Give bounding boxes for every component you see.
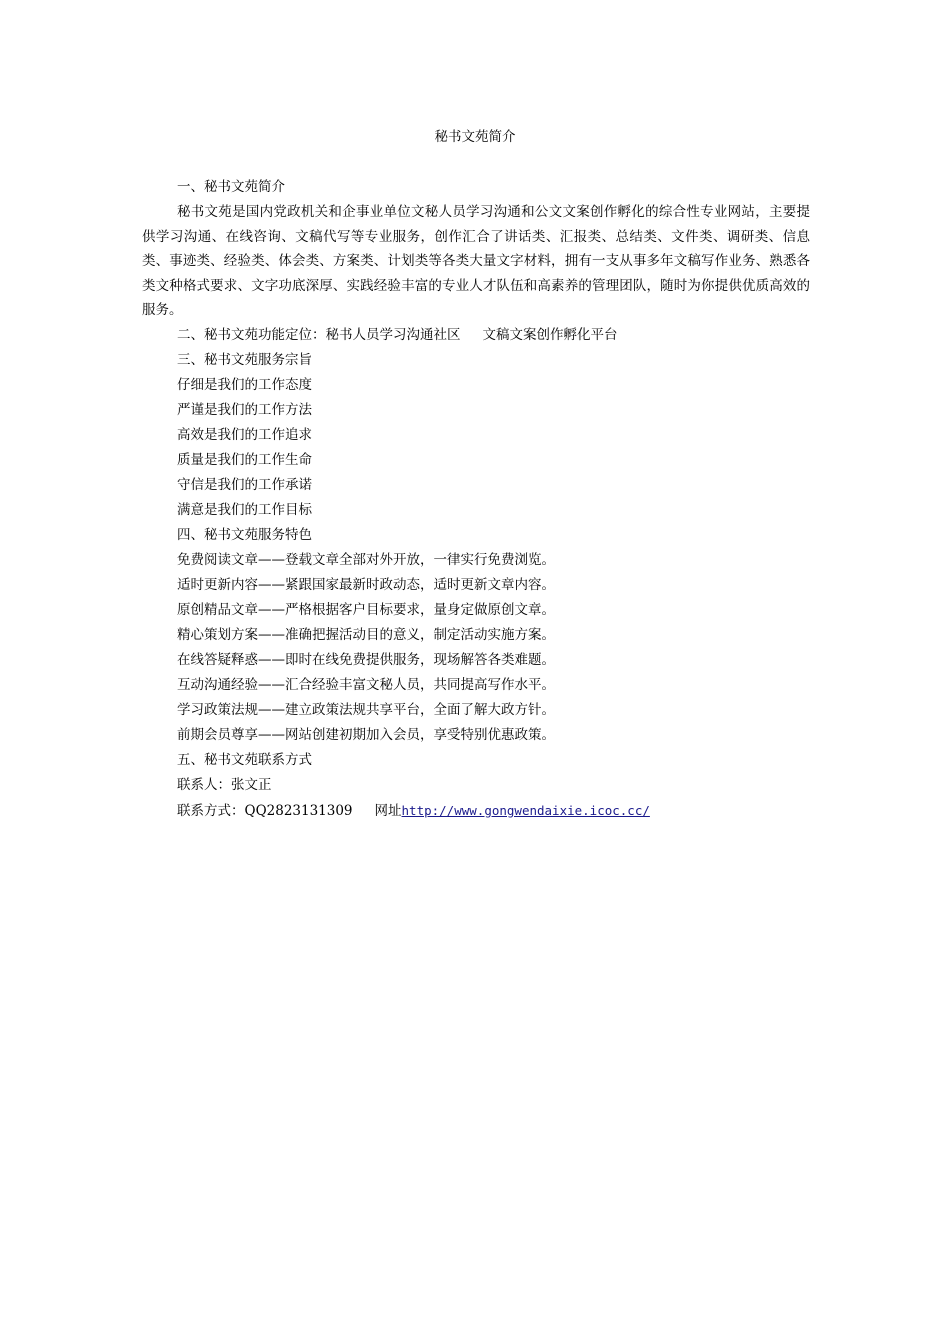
- section1-heading: 一、秘书文苑简介: [177, 179, 285, 195]
- section4-item: 原创精品文章——严格根据客户目标要求，量身定做原创文章。: [177, 601, 555, 618]
- section3-item: 质量是我们的工作生命: [177, 451, 312, 468]
- section2-extra: 文稿文案创作孵化平台: [482, 326, 618, 343]
- section4-item: 学习政策法规——建立政策法规共享平台，全面了解大政方针。: [177, 701, 555, 718]
- section4-item: 免费阅读文章——登载文章全部对外开放，一律实行免费浏览。: [177, 551, 555, 568]
- contact-method: 联系方式：QQ2823131309: [177, 802, 353, 819]
- document-title: 秘书文苑简介: [434, 129, 516, 145]
- section4-item: 适时更新内容——紧跟国家最新时政动态，适时更新文章内容。: [177, 576, 555, 593]
- section3-item: 高效是我们的工作追求: [177, 426, 312, 443]
- contact-person: 联系人：张文正: [177, 776, 272, 793]
- website-label: 网址: [374, 802, 402, 819]
- section4-item: 精心策划方案——准确把握活动目的意义，制定活动实施方案。: [177, 626, 555, 643]
- section3-item: 仔细是我们的工作态度: [177, 376, 312, 393]
- section4-heading: 四、秘书文苑服务特色: [177, 526, 312, 543]
- section2-heading: 二、秘书文苑功能定位：秘书人员学习沟通社区: [177, 326, 461, 343]
- section4-item: 前期会员尊享——网站创建初期加入会员，享受特别优惠政策。: [177, 726, 555, 743]
- contact-method-line: [142, 798, 810, 823]
- website-link[interactable]: http://www.gongwendaixie.icoc.cc/: [401, 802, 650, 818]
- section3-heading: 三、秘书文苑服务宗旨: [177, 351, 312, 368]
- document-body: [142, 175, 810, 823]
- section1-paragraph: 秘书文苑是国内党政机关和企事业单位文秘人员学习沟通和公文文案创作孵化的综合性专业网站，主要提供学习沟通、在线咨询、文稿代写等专业服务，创作汇合了讲话类、汇报类、总结类、文件类、调研类、信息类、事迹类、经验类、体会类、方案类、计划类等各类大量文字材料，拥有一支从事多年文稿写作业务、熟悉各类文种格式要求、文字功底深厚、实践经验丰富的专业人才队伍和高素养的管理团队，随时为你提供优质高效的服务。: [142, 204, 810, 319]
- section4-item: 互动沟通经验——汇合经验丰富文秘人员，共同提高写作水平。: [177, 676, 555, 693]
- section4-item: 在线答疑释惑——即时在线免费提供服务，现场解答各类难题。: [177, 651, 555, 668]
- section2-heading-line: [142, 323, 810, 348]
- section3-item: 严谨是我们的工作方法: [177, 401, 312, 418]
- section3-item: 守信是我们的工作承诺: [177, 476, 312, 493]
- section3-item: 满意是我们的工作目标: [177, 501, 312, 518]
- section5-heading: 五、秘书文苑联系方式: [177, 751, 312, 768]
